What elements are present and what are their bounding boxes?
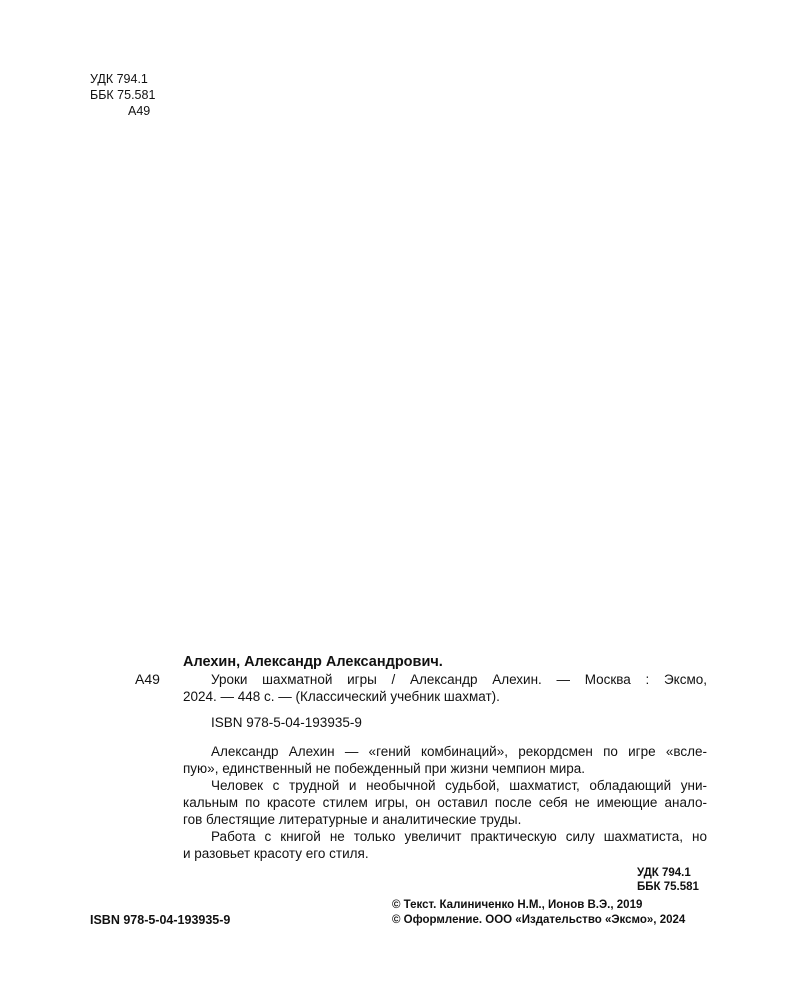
- annotation-paragraph: [183, 777, 707, 794]
- annotation-paragraph: [183, 828, 707, 845]
- annotation-line: Работа с книгой не только увеличит практическую силу шахматиста, но: [211, 829, 707, 844]
- annotation-line: пую», единственный не побежденный при жизни чемпион мира.: [183, 761, 586, 776]
- annotation-paragraph: [183, 811, 707, 828]
- catalog-codes: [183, 862, 707, 892]
- annotation-line: Александр Алехин — «гений комбинаций», рекордсмен по игре «всле-: [211, 744, 707, 759]
- copyright-block: [392, 898, 685, 928]
- bbk-code: ББК 75.581: [90, 88, 156, 102]
- annotation-line: гов блестящие литературные и аналитические труды.: [183, 812, 522, 827]
- annotation-paragraph: [183, 760, 707, 777]
- annotation-line: кальным по красоте стилем игры, он оставил после себя не имеющие анало-: [183, 795, 707, 810]
- catalog-author-mark: А49: [135, 671, 160, 687]
- author-mark: А49: [128, 104, 151, 118]
- catalog-isbn: ISBN 978-5-04-193935-9: [211, 715, 362, 730]
- annotation-paragraph: [183, 794, 707, 811]
- top-classification-codes: [90, 71, 155, 119]
- annotation-line: Человек с трудной и необычной судьбой, шахматист, обладающий уни-: [211, 778, 707, 793]
- udk-code: УДК 794.1: [90, 72, 148, 86]
- catalog-card: [183, 654, 707, 892]
- footer-isbn: ISBN 978-5-04-193935-9: [90, 913, 231, 927]
- annotation-paragraph: [183, 845, 707, 862]
- annotation: [183, 743, 707, 862]
- catalog-entry-line-2: 2024. — 448 с. — (Классический учебник шахмат).: [183, 689, 500, 704]
- catalog-entry-line-1: Уроки шахматной игры / Александр Алехин. — Москва : Эксмо,: [211, 672, 707, 687]
- copyright-text: © Текст. Калиниченко Н.М., Ионов В.Э., 2019: [392, 899, 643, 911]
- catalog-bbk: ББК 75.581: [637, 881, 699, 893]
- annotation-line: и разовьет красоту его стиля.: [183, 846, 369, 861]
- catalog-udk: УДК 794.1: [637, 867, 691, 879]
- copyright-design: © Оформление. ООО «Издательство «Эксмо», 2024: [392, 914, 686, 926]
- catalog-author: Алехин, Александр Александрович.: [183, 654, 443, 670]
- annotation-paragraph: [183, 743, 707, 760]
